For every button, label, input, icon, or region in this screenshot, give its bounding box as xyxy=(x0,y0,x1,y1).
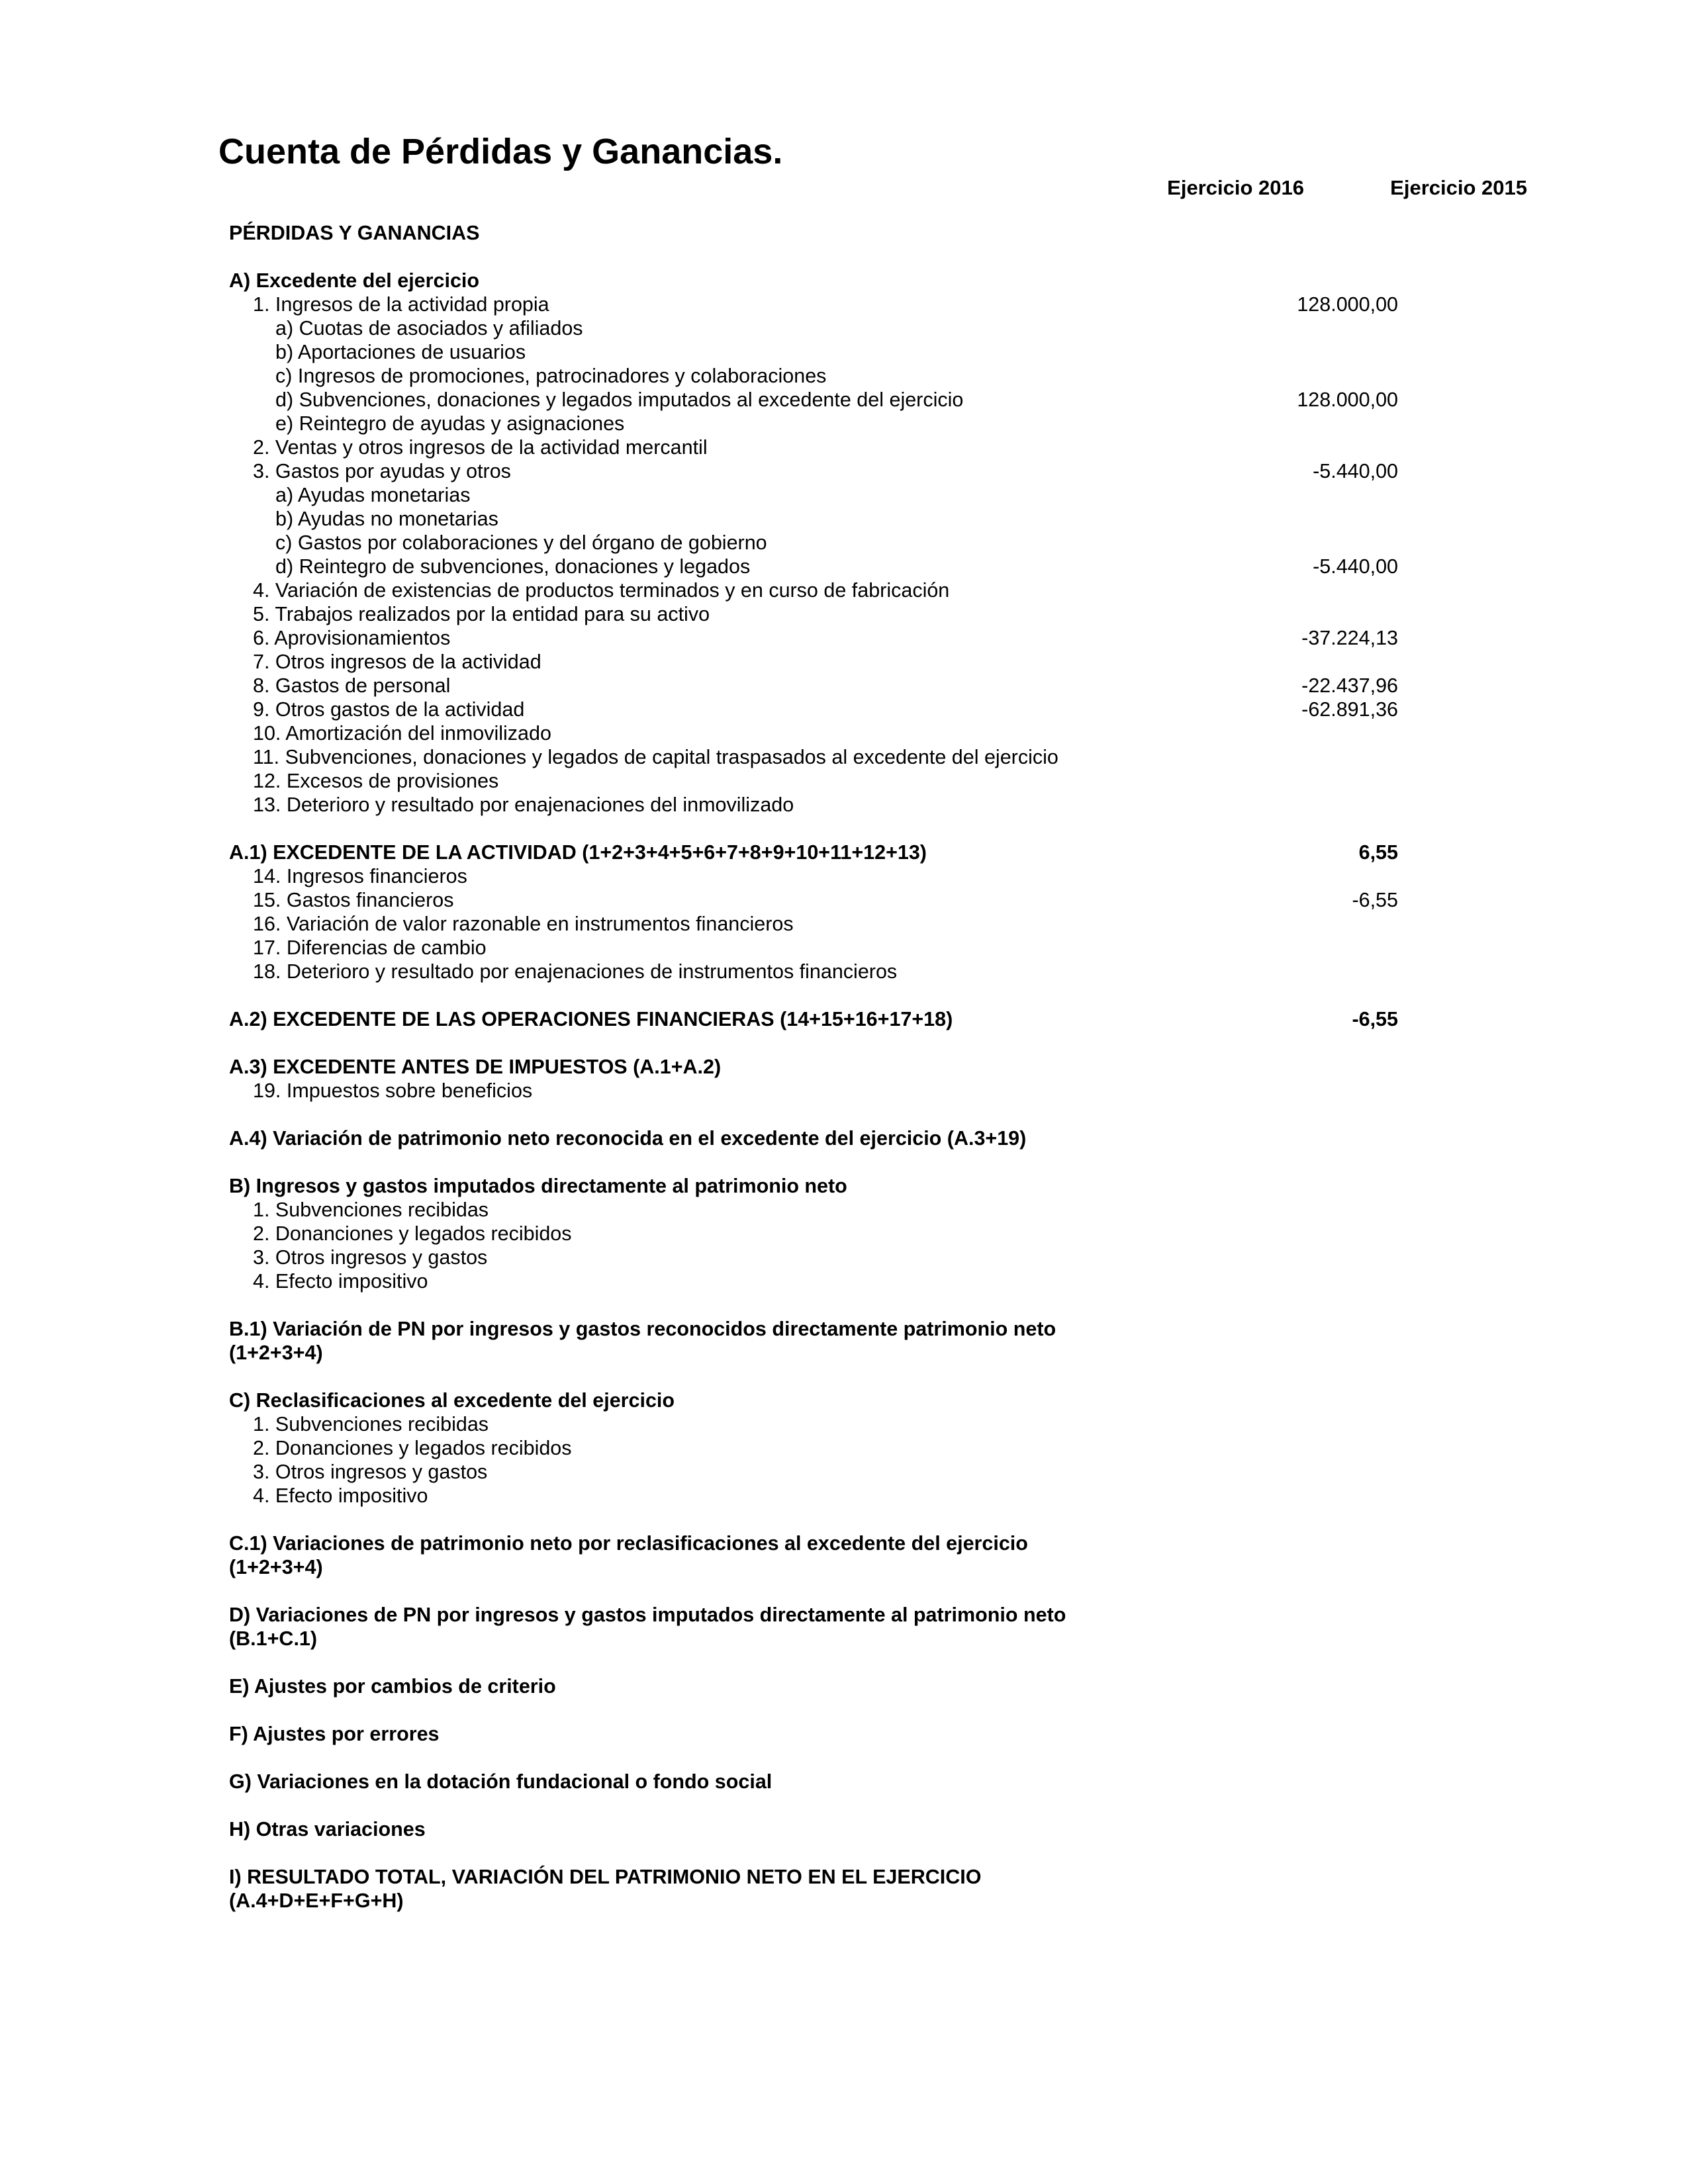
table-row xyxy=(229,1246,1553,1269)
table-row xyxy=(229,936,1553,960)
row-label: B) Ingresos y gastos imputados directamente al patrimonio neto xyxy=(229,1175,847,1197)
row-label: 9. Otros gastos de la actividad xyxy=(253,698,525,721)
value-2016: -22.437,96 xyxy=(1301,674,1398,697)
income-statement-table xyxy=(229,221,1553,1913)
row-label: 2. Donanciones y legados recibidos xyxy=(253,1222,572,1245)
row-label: d) Reintegro de subvenciones, donaciones y legados xyxy=(275,555,751,578)
row-label: b) Ayudas no monetarias xyxy=(275,508,498,530)
value-2016: -37.224,13 xyxy=(1301,627,1398,649)
row-spacer xyxy=(229,1841,1553,1865)
row-label: e) Reintegro de ayudas y asignaciones xyxy=(275,412,625,435)
row-label: 3. Otros ingresos y gastos xyxy=(253,1246,488,1269)
table-row xyxy=(229,435,1553,459)
row-label: A.3) EXCEDENTE ANTES DE IMPUESTOS (A.1+A.2) xyxy=(229,1056,722,1078)
section-row xyxy=(229,1317,1553,1341)
section-row xyxy=(229,1865,1553,1889)
section-row xyxy=(229,1174,1553,1198)
row-spacer xyxy=(229,1293,1553,1317)
row-label: c) Gastos por colaboraciones y del órgano de gobierno xyxy=(275,531,767,554)
row-label: A) Excedente del ejercicio xyxy=(229,269,480,292)
row-label: 1. Subvenciones recibidas xyxy=(253,1413,489,1435)
row-label: G) Variaciones en la dotación fundacional o fondo social xyxy=(229,1770,773,1793)
row-label: A.4) Variación de patrimonio neto reconocida en el excedente del ejercicio (A.3+19) xyxy=(229,1127,1027,1150)
row-label: 2. Donanciones y legados recibidos xyxy=(253,1437,572,1459)
value-2016: -62.891,36 xyxy=(1301,698,1398,721)
table-row xyxy=(229,507,1553,531)
row-label: 3. Otros ingresos y gastos xyxy=(253,1461,488,1483)
row-label: 15. Gastos financieros xyxy=(253,889,454,911)
table-row xyxy=(229,745,1553,769)
row-label: 13. Deterioro y resultado por enajenaciones del inmovilizado xyxy=(253,794,794,816)
row-spacer xyxy=(229,983,1553,1007)
row-label: (B.1+C.1) xyxy=(229,1627,318,1650)
row-spacer xyxy=(229,1365,1553,1388)
value-2016: 128.000,00 xyxy=(1297,388,1398,411)
table-row xyxy=(229,626,1553,650)
row-label: D) Variaciones de PN por ingresos y gastos imputados directamente al patrimonio neto xyxy=(229,1604,1066,1626)
section-row xyxy=(229,1817,1553,1841)
table-row xyxy=(229,793,1553,817)
table-row xyxy=(229,293,1553,316)
row-spacer xyxy=(229,1794,1553,1817)
row-spacer xyxy=(229,1508,1553,1531)
section-row xyxy=(229,221,1553,245)
table-row xyxy=(229,960,1553,983)
row-label: 18. Deterioro y resultado por enajenaciones de instrumentos financieros xyxy=(253,960,898,983)
column-header-2016: Ejercicio 2016 xyxy=(1167,176,1304,199)
section-row xyxy=(229,1627,1553,1651)
row-label: a) Ayudas monetarias xyxy=(275,484,471,506)
row-label: 7. Otros ingresos de la actividad xyxy=(253,651,541,673)
section-row xyxy=(229,1603,1553,1627)
column-header-2015: Ejercicio 2015 xyxy=(1390,176,1527,199)
table-row xyxy=(229,316,1553,340)
table-row xyxy=(229,1198,1553,1222)
table-row xyxy=(229,1222,1553,1246)
table-row xyxy=(229,483,1553,507)
table-row xyxy=(229,388,1553,412)
table-row xyxy=(229,1484,1553,1508)
row-label: I) RESULTADO TOTAL, VARIACIÓN DEL PATRIMONIO NETO EN EL EJERCICIO xyxy=(229,1866,982,1888)
value-2016: -5.440,00 xyxy=(1313,555,1398,578)
row-label: 1. Subvenciones recibidas xyxy=(253,1199,489,1221)
table-row xyxy=(229,769,1553,793)
row-label: (A.4+D+E+F+G+H) xyxy=(229,1889,404,1912)
value-2016: 6,55 xyxy=(1358,841,1398,864)
section-row xyxy=(229,1674,1553,1698)
row-label: F) Ajustes por errores xyxy=(229,1723,440,1745)
row-spacer xyxy=(229,1698,1553,1722)
table-row xyxy=(229,1436,1553,1460)
row-label: A.1) EXCEDENTE DE LA ACTIVIDAD (1+2+3+4+5+6+7+8+9+10+11+12+13) xyxy=(229,841,927,864)
row-label: 1. Ingresos de la actividad propia xyxy=(253,293,549,316)
row-label: 16. Variación de valor razonable en instrumentos financieros xyxy=(253,913,794,935)
section-row xyxy=(229,1555,1553,1579)
row-spacer xyxy=(229,1031,1553,1055)
row-label: (1+2+3+4) xyxy=(229,1556,323,1578)
row-label: B.1) Variación de PN por ingresos y gastos reconocidos directamente patrimonio neto xyxy=(229,1318,1056,1340)
section-row xyxy=(229,1341,1553,1365)
table-row xyxy=(229,364,1553,388)
section-row xyxy=(229,1055,1553,1079)
row-label: 17. Diferencias de cambio xyxy=(253,936,487,959)
table-row xyxy=(229,459,1553,483)
row-spacer xyxy=(229,1150,1553,1174)
row-label: d) Subvenciones, donaciones y legados imputados al excedente del ejercicio xyxy=(275,388,964,411)
row-label: b) Aportaciones de usuarios xyxy=(275,341,526,363)
table-row xyxy=(229,1412,1553,1436)
row-label: 10. Amortización del inmovilizado xyxy=(253,722,551,745)
row-label: 14. Ingresos financieros xyxy=(253,865,467,887)
section-row xyxy=(229,269,1553,293)
table-row xyxy=(229,602,1553,626)
table-row xyxy=(229,674,1553,698)
table-row xyxy=(229,650,1553,674)
table-row xyxy=(229,555,1553,578)
table-row xyxy=(229,531,1553,555)
row-spacer xyxy=(229,1579,1553,1603)
table-row xyxy=(229,912,1553,936)
table-row xyxy=(229,412,1553,435)
row-spacer xyxy=(229,817,1553,841)
section-row xyxy=(229,1126,1553,1150)
row-label: H) Otras variaciones xyxy=(229,1818,426,1841)
row-spacer xyxy=(229,245,1553,269)
row-label: 12. Excesos de provisiones xyxy=(253,770,499,792)
table-row xyxy=(229,1269,1553,1293)
section-row xyxy=(229,1770,1553,1794)
page-title: Cuenta de Pérdidas y Ganancias. xyxy=(218,132,783,171)
table-row xyxy=(229,340,1553,364)
table-row xyxy=(229,888,1553,912)
value-2016: 128.000,00 xyxy=(1297,293,1398,316)
value-2016: -5.440,00 xyxy=(1313,460,1398,482)
value-2016: -6,55 xyxy=(1352,889,1398,911)
row-label: E) Ajustes por cambios de criterio xyxy=(229,1675,556,1698)
table-row xyxy=(229,698,1553,721)
table-row xyxy=(229,1460,1553,1484)
table-row xyxy=(229,864,1553,888)
row-label: 2. Ventas y otros ingresos de la actividad mercantil xyxy=(253,436,708,459)
section-row xyxy=(229,841,1553,864)
row-spacer xyxy=(229,1651,1553,1674)
section-row xyxy=(229,1722,1553,1746)
section-row xyxy=(229,1007,1553,1031)
section-row xyxy=(229,1388,1553,1412)
row-label: A.2) EXCEDENTE DE LAS OPERACIONES FINANCIERAS (14+15+16+17+18) xyxy=(229,1008,953,1030)
row-label: 5. Trabajos realizados por la entidad para su activo xyxy=(253,603,710,625)
row-label: a) Cuotas de asociados y afiliados xyxy=(275,317,583,340)
row-label: C) Reclasificaciones al excedente del ejercicio xyxy=(229,1389,675,1412)
row-label: 4. Variación de existencias de productos terminados y en curso de fabricación xyxy=(253,579,950,602)
table-row xyxy=(229,721,1553,745)
row-label: PÉRDIDAS Y GANANCIAS xyxy=(229,222,480,244)
row-label: 6. Aprovisionamientos xyxy=(253,627,451,649)
row-label: c) Ingresos de promociones, patrocinadores y colaboraciones xyxy=(275,365,827,387)
row-label: 4. Efecto impositivo xyxy=(253,1270,428,1293)
row-spacer xyxy=(229,1103,1553,1126)
row-label: 3. Gastos por ayudas y otros xyxy=(253,460,511,482)
section-row xyxy=(229,1531,1553,1555)
row-label: 19. Impuestos sobre beneficios xyxy=(253,1079,533,1102)
value-2016: -6,55 xyxy=(1352,1008,1398,1030)
row-label: C.1) Variaciones de patrimonio neto por reclasificaciones al excedente del ejercicio xyxy=(229,1532,1028,1555)
row-spacer xyxy=(229,1746,1553,1770)
table-row xyxy=(229,1079,1553,1103)
row-label: (1+2+3+4) xyxy=(229,1342,323,1364)
section-row xyxy=(229,1889,1553,1913)
table-row xyxy=(229,578,1553,602)
row-label: 4. Efecto impositivo xyxy=(253,1484,428,1507)
row-label: 8. Gastos de personal xyxy=(253,674,451,697)
row-label: 11. Subvenciones, donaciones y legados de capital traspasados al excedente del ejercicio xyxy=(253,746,1058,768)
